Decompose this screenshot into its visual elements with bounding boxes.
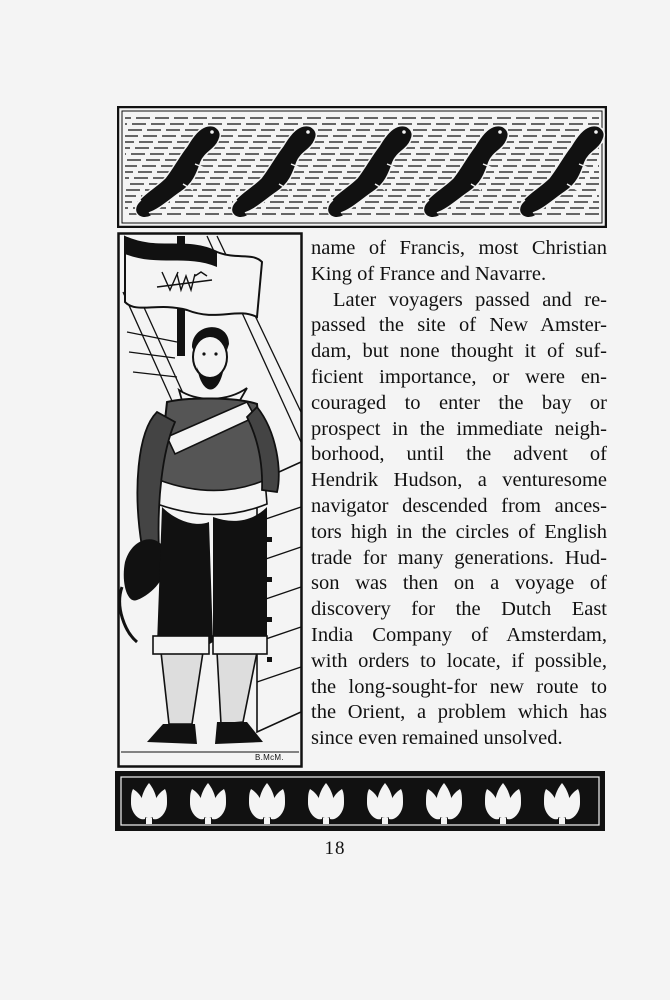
text-line: tors high in the circles of English (311, 520, 607, 543)
hudson-figure-illustration (117, 232, 303, 768)
page-number: 18 (324, 838, 346, 859)
text-line: discovery for the Dutch East (311, 598, 607, 621)
beaver-border-band (117, 106, 607, 228)
text-line: Hendrik Hudson, a venturesome (311, 469, 607, 492)
tulip-border-band (115, 771, 605, 831)
text-line: Later voyagers passed and re- (333, 288, 607, 311)
text-line: couraged to enter the bay or (311, 391, 607, 414)
text-line: dam, but none thought it of suf- (311, 340, 607, 363)
text-line: the long-sought-for new route to (311, 675, 607, 698)
text-line: borhood, until the advent of (311, 443, 607, 466)
text-line: India Company of Amsterdam, (311, 623, 607, 646)
text-line: ficient importance, or were en- (311, 365, 607, 388)
text-line: since even remained unsolved. (311, 727, 563, 750)
illustrator-signature: B.McM. (255, 753, 284, 762)
text-line: name of Francis, most Christian (311, 237, 607, 259)
text-line: King of France and Navarre. (311, 262, 547, 285)
text-line: the Orient, a problem which has (311, 701, 607, 724)
text-line: passed the site of New Amster- (311, 314, 607, 337)
text-line: trade for many generations. Hud- (311, 546, 607, 569)
text-line: son was then on a voyage of (311, 572, 607, 595)
text-line: navigator descended from ances- (311, 494, 607, 517)
text-line: prospect in the immediate neigh- (311, 417, 607, 440)
body-text (311, 236, 607, 752)
text-line: with orders to locate, if possible, (311, 649, 607, 672)
